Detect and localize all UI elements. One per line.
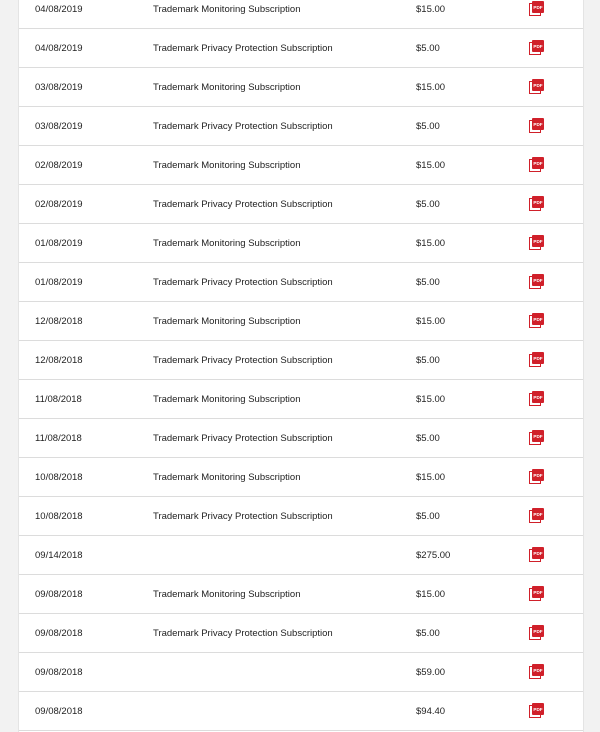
pdf-icon (529, 1, 544, 17)
pdf-download-button[interactable] (529, 1, 544, 17)
pdf-icon-label: PDF (533, 434, 543, 439)
pdf-download-button[interactable] (529, 586, 544, 602)
pdf-icon-label: PDF (533, 83, 543, 88)
invoice-amount: $5.00 (416, 511, 440, 522)
invoice-amount: $15.00 (416, 160, 446, 171)
invoice-date: 02/08/2019 (35, 199, 83, 210)
pdf-icon-label: PDF (533, 161, 543, 166)
pdf-icon (529, 469, 544, 485)
invoice-row (19, 0, 583, 29)
invoice-date: 09/14/2018 (35, 550, 83, 561)
pdf-download-button[interactable] (529, 391, 544, 407)
invoice-date: 04/08/2019 (35, 4, 83, 15)
invoice-row (19, 302, 583, 341)
pdf-icon-label: PDF (533, 629, 543, 634)
invoice-amount: $94.40 (416, 706, 446, 717)
pdf-icon (529, 196, 544, 212)
invoice-row (19, 419, 583, 458)
pdf-icon (529, 274, 544, 290)
pdf-download-button[interactable] (529, 703, 544, 719)
invoice-description: Trademark Privacy Protection Subscription (153, 628, 333, 639)
pdf-icon-label: PDF (533, 239, 543, 244)
invoice-row (19, 341, 583, 380)
invoice-row (19, 653, 583, 692)
invoice-amount: $5.00 (416, 43, 440, 54)
invoice-description: Trademark Privacy Protection Subscription (153, 121, 333, 132)
invoice-date: 12/08/2018 (35, 355, 83, 366)
invoice-description: Trademark Monitoring Subscription (153, 394, 301, 405)
invoice-table (19, 0, 583, 731)
pdf-icon-label: PDF (533, 200, 543, 205)
pdf-icon (529, 391, 544, 407)
invoice-amount: $5.00 (416, 121, 440, 132)
invoice-row (19, 185, 583, 224)
pdf-icon (529, 235, 544, 251)
invoice-date: 10/08/2018 (35, 511, 83, 522)
pdf-icon (529, 703, 544, 719)
invoice-description: Trademark Privacy Protection Subscription (153, 511, 333, 522)
invoice-date: 10/08/2018 (35, 472, 83, 483)
invoice-row (19, 692, 583, 731)
invoice-date: 09/08/2018 (35, 706, 83, 717)
invoice-date: 11/08/2018 (35, 433, 82, 444)
pdf-icon-label: PDF (533, 707, 543, 712)
pdf-icon-label: PDF (533, 356, 543, 361)
invoice-description: Trademark Monitoring Subscription (153, 472, 301, 483)
invoice-amount: $15.00 (416, 4, 446, 15)
invoice-amount: $5.00 (416, 199, 440, 210)
pdf-icon (529, 118, 544, 134)
invoice-date: 02/08/2019 (35, 160, 83, 171)
invoice-row (19, 497, 583, 536)
invoice-row (19, 536, 583, 575)
pdf-download-button[interactable] (529, 469, 544, 485)
invoice-amount: $5.00 (416, 628, 440, 639)
pdf-icon-label: PDF (533, 122, 543, 127)
invoice-date: 12/08/2018 (35, 316, 83, 327)
invoice-date: 03/08/2019 (35, 82, 83, 93)
invoice-amount: $15.00 (416, 316, 446, 327)
invoice-description: Trademark Monitoring Subscription (153, 82, 301, 93)
pdf-download-button[interactable] (529, 274, 544, 290)
pdf-download-button[interactable] (529, 118, 544, 134)
invoice-row (19, 380, 583, 419)
pdf-icon (529, 40, 544, 56)
invoice-description: Trademark Monitoring Subscription (153, 589, 301, 600)
pdf-icon-label: PDF (533, 551, 543, 556)
pdf-download-button[interactable] (529, 313, 544, 329)
invoice-amount: $5.00 (416, 433, 440, 444)
pdf-icon-label: PDF (533, 512, 543, 517)
invoice-row (19, 614, 583, 653)
invoice-row (19, 146, 583, 185)
pdf-download-button[interactable] (529, 79, 544, 95)
pdf-icon (529, 157, 544, 173)
invoice-description: Trademark Monitoring Subscription (153, 316, 301, 327)
invoice-amount: $5.00 (416, 355, 440, 366)
invoice-amount: $15.00 (416, 472, 446, 483)
pdf-download-button[interactable] (529, 40, 544, 56)
invoice-description: Trademark Privacy Protection Subscription (153, 43, 333, 54)
invoice-date: 04/08/2019 (35, 43, 83, 54)
invoice-row (19, 224, 583, 263)
invoice-description: Trademark Privacy Protection Subscription (153, 277, 333, 288)
pdf-icon (529, 508, 544, 524)
pdf-icon-label: PDF (533, 317, 543, 322)
pdf-download-button[interactable] (529, 664, 544, 680)
invoice-description: Trademark Monitoring Subscription (153, 4, 301, 15)
invoice-date: 01/08/2019 (35, 277, 83, 288)
invoice-description: Trademark Monitoring Subscription (153, 238, 301, 249)
pdf-icon (529, 625, 544, 641)
invoice-row (19, 68, 583, 107)
invoice-description: Trademark Privacy Protection Subscription (153, 199, 333, 210)
pdf-download-button[interactable] (529, 157, 544, 173)
pdf-icon (529, 547, 544, 563)
invoice-date: 01/08/2019 (35, 238, 83, 249)
pdf-icon-label: PDF (533, 395, 543, 400)
invoice-row (19, 29, 583, 68)
invoice-amount: $15.00 (416, 82, 446, 93)
pdf-icon-label: PDF (533, 590, 543, 595)
invoice-date: 09/08/2018 (35, 589, 83, 600)
pdf-icon-label: PDF (533, 5, 543, 10)
invoice-amount: $5.00 (416, 277, 440, 288)
pdf-download-button[interactable] (529, 508, 544, 524)
invoice-amount: $15.00 (416, 394, 446, 405)
pdf-download-button[interactable] (529, 352, 544, 368)
pdf-icon-label: PDF (533, 473, 543, 478)
pdf-download-button[interactable] (529, 235, 544, 251)
pdf-icon (529, 313, 544, 329)
invoice-row (19, 107, 583, 146)
pdf-download-button[interactable] (529, 196, 544, 212)
pdf-download-button[interactable] (529, 625, 544, 641)
pdf-download-button[interactable] (529, 547, 544, 563)
pdf-icon-label: PDF (533, 668, 543, 673)
pdf-icon (529, 352, 544, 368)
invoice-row (19, 575, 583, 614)
invoice-date: 11/08/2018 (35, 394, 82, 405)
pdf-icon (529, 430, 544, 446)
invoice-row (19, 458, 583, 497)
pdf-icon-label: PDF (533, 44, 543, 49)
invoice-row (19, 263, 583, 302)
invoice-date: 09/08/2018 (35, 628, 83, 639)
invoice-amount: $15.00 (416, 589, 446, 600)
invoice-date: 03/08/2019 (35, 121, 83, 132)
invoice-description: Trademark Privacy Protection Subscription (153, 355, 333, 366)
pdf-icon (529, 664, 544, 680)
pdf-icon (529, 79, 544, 95)
invoice-amount: $15.00 (416, 238, 446, 249)
invoice-amount: $59.00 (416, 667, 446, 678)
invoice-list-panel (18, 0, 584, 732)
pdf-icon (529, 586, 544, 602)
invoice-amount: $275.00 (416, 550, 451, 561)
invoice-date: 09/08/2018 (35, 667, 83, 678)
pdf-icon-label: PDF (533, 278, 543, 283)
invoice-description: Trademark Monitoring Subscription (153, 160, 301, 171)
invoice-description: Trademark Privacy Protection Subscription (153, 433, 333, 444)
pdf-download-button[interactable] (529, 430, 544, 446)
